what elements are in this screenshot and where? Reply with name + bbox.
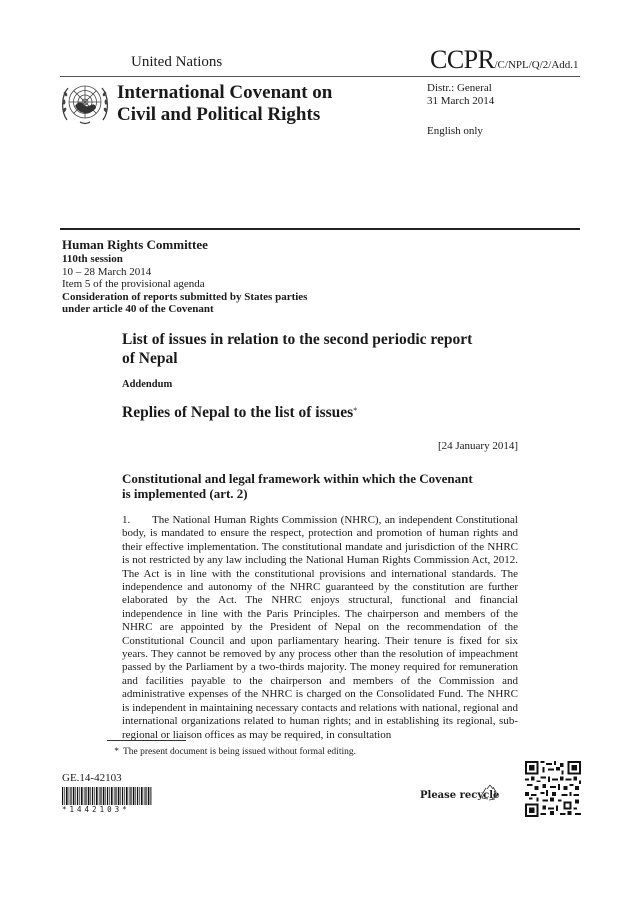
replies-title-text: Replies of Nepal to the list of issues	[122, 404, 354, 421]
section-heading	[122, 471, 522, 501]
covenant-title-line2: Civil and Political Rights	[117, 104, 321, 125]
issue-date: 31 March 2014	[427, 95, 495, 107]
covenant-title-line1: International Covenant on	[117, 82, 333, 103]
document-title-line2: of Nepal	[122, 350, 178, 367]
paragraph-1	[122, 514, 518, 742]
document-symbol	[430, 45, 579, 75]
footnote-marker: *	[353, 406, 358, 415]
footnote-star: *	[114, 747, 119, 757]
consideration-line1: Consideration of reports submitted by States parties	[62, 290, 308, 303]
paragraph-number: 1.	[122, 514, 131, 526]
section-heading-line1: Constitutional and legal framework within which the Covenant	[122, 471, 473, 486]
document-title	[122, 330, 522, 368]
consideration-line2: under article 40 of the Covenant	[62, 303, 214, 315]
reply-date: [24 January 2014]	[437, 440, 518, 452]
footnote-text: The present document is being issued without formal editing.	[123, 747, 356, 757]
barcode-text: *1442103*	[62, 805, 130, 814]
recycle-icon	[480, 782, 500, 802]
qr-code-icon	[525, 761, 581, 817]
section-heading-line2: is implemented (art. 2)	[122, 486, 248, 501]
symbol-main: CCPR	[430, 45, 495, 74]
replies-title	[122, 404, 357, 422]
covenant-title	[117, 82, 332, 126]
session: 110th session	[62, 253, 123, 265]
session-dates: 10 – 28 March 2014	[62, 265, 152, 278]
committee-block	[62, 237, 307, 316]
committee-name: Human Rights Committee	[62, 237, 208, 252]
organization-name: United Nations	[131, 54, 223, 70]
section-rule	[60, 228, 580, 230]
document-number: GE.14-42103	[62, 772, 122, 784]
distribution-info	[427, 82, 494, 108]
footnote	[107, 747, 356, 757]
barcode-icon	[62, 787, 152, 805]
distribution: Distr.: General	[427, 82, 492, 94]
header-rule	[60, 76, 580, 77]
recycle-text: Please recycle	[420, 790, 500, 801]
symbol-suffix: /C/NPL/Q/2/Add.1	[494, 59, 579, 71]
language-note: English only	[427, 125, 483, 137]
footnote-rule	[107, 740, 186, 741]
agenda-item: Item 5 of the provisional agenda	[62, 278, 205, 290]
paragraph-text: The National Human Rights Commission (NHRC), an independent Constitutional body, is mandated to ensure the respect, protection and promotion of human rights and their effective implementation. The constitutional mandate and jurisdiction of the NHRC is not restricted by any law including the National Human Rights Commission Act, 2012. The Act is in line with the constitutional provisions and international standards. The independence and autonomy of the NHRC guaranteed by the constitution are further elaborated by the Act. The NHRC enjoys structural, functional and financial independence in line with the Paris Principles. The chairperson and members of the NHRC are appointed by the President of Nepal on the recommendation of the Constitutional Council and upon parliamentary hearing. Their tenure is fixed for six years. They cannot be removed by any process other than the resolution of impeachment passed by the Parliament by a two-thirds majority. The money required for remuneration and facilities payable to the chairperson and members of the Commission and administrative expenses of the NHRC is charged on the Consolidated Fund. The NHRC is independent in maintaining necessary contacts and relations with national, regional and international organizations related to human rights; and in establishing its regional, sub-regional or liaison offices as may be required, in consultation	[122, 514, 518, 741]
document-title-line1: List of issues in relation to the second periodic report	[122, 331, 473, 348]
un-emblem-icon	[60, 80, 110, 128]
addendum-label: Addendum	[122, 379, 173, 390]
